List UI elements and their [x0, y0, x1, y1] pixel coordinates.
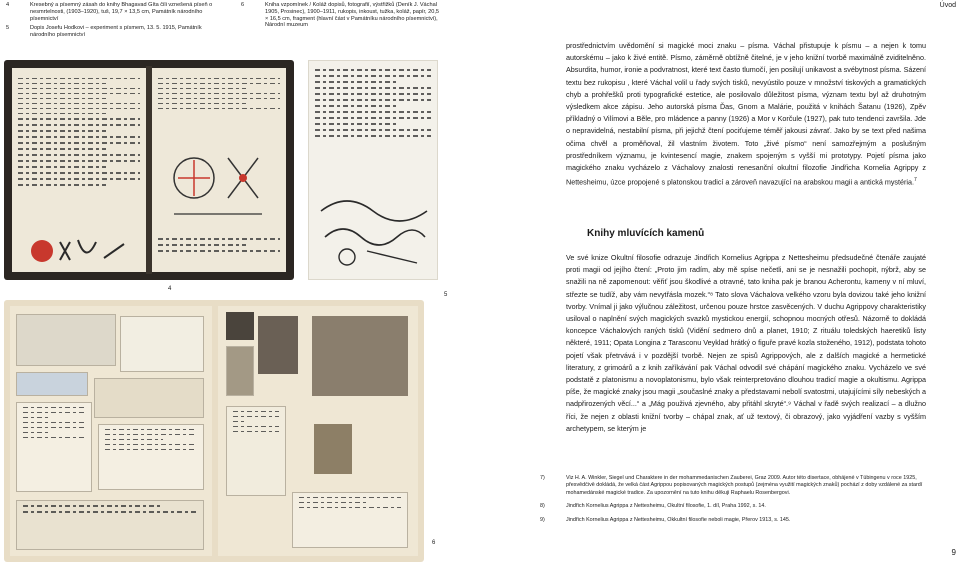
figure-4-open-book: [4, 60, 294, 280]
caption-text: Dopis Josefu Hodkovi – experiment s písmem, 13. 5. 1915, Památník národního písemnictví: [30, 25, 202, 39]
envelope: [16, 500, 204, 550]
clipping: [16, 314, 116, 366]
section-heading: Knihy mluvících kamenů: [587, 228, 705, 239]
paragraph-main: [566, 252, 926, 435]
clipping: [120, 316, 204, 372]
caption-text: Kniha vzpomínek / Koláž dopisů, fotografií, výstřižků (Deník J. Váchal 1905, Prosinec), 1900–1911, rukopis, inkoust, tužka, koláž, papír, 20,5 × 16,5 cm, fragment (hlavní část v Památníku národního písemnictví), Národní muzeum: [265, 2, 440, 29]
book-left-page: [12, 68, 146, 272]
footnotes: [540, 475, 940, 530]
scribble-drawing: [317, 191, 431, 271]
handwriting-block: [12, 74, 146, 190]
footnote: [540, 503, 940, 510]
handwritten-letter: [16, 402, 92, 492]
collage-left-page: [10, 306, 212, 556]
red-glyph-drawing: [26, 236, 136, 266]
clipping: [16, 372, 88, 396]
figure-number-4: 4: [168, 286, 172, 292]
handwritten-letter: [98, 424, 204, 490]
handwritten-note: [226, 406, 286, 496]
footnote: [540, 517, 940, 524]
paragraph-text: Ve své knize Okultní filosofie odrazuje Jindřich Kornelius Agrippa z Nettesheimu předsudečné čtenáře zaujaté proti magii od jejího čtení: „Proto jim radím, aby mě spíse nečetli, ani se je nesnažili pochopit, nýbrž, aby se snažili na ně zapomenout: věřiť jsou škodlivé a otravné, tato kniha pak je branou Acherontu, kameny v ní mluví, střezte se tudíž, aby vám nevytřásla mozek.“⁸ Tato slova Váchalova velkého vzoru byla dovizou také jeho knižní tvorby. Vnímal ji jako výlučnou záležitost, určenou pouze hrstce zasvěcených. V duchu Agrippovy charakteristiky usiloval o naplnění svých magických svazků mystickou energií, schopnou mocných otřesů. Názorně to dokládá koncepce Váchalových raných tisků (Vidění sedmero dnů a planet, 1910; Z rituálu toledských haeretiků listy některé, 1911; Opata Longina z Tarasconu Veyklad hrátký o figuře pravé kozla stoženého, 1912), podstata tohoto pojetí však přetrvává i v pozdější tvorbě. Nejen ze spisů Agrippových, ale z dalších magické a hermetické literatury, z grimoárů a z knih zaříkávání pak Váchal odvodil své chápání magického znaku. Vycházelo ve své podstatě z platonismu a novoplatonismu, bylo však reinterpretováno dlouhou tradicí magie a okultismu. Agrippa píše, že magické znaky jsou magii „současlné znaky a představami nebolí svatostmi, utajujícími síly nebeských a nadpřirozených věcí...“ a „Mág použivá zjevného, aby přitáhl skryté“.⁹ Váchal v řadě svých realizací – a dlužno říci, že nejen z oblasti knižní tvorby – chápal znak, ať už textový, či obrazový, jako vyjádření vazby s vyšším archetypem, se kterým je: [566, 253, 926, 433]
photograph: [226, 312, 254, 340]
section-title: Úvod: [939, 2, 956, 9]
paragraph-text: prostřednictvím uvědomění si magické moci znaku – písma. Váchal přistupuje k písmu – a nejen k tomu autorskému – jako k živé entitě. Písmo, záměrně obtížně čitelné, je v jeho knižní tvorbě maximálně zviditelněno. Absurdita, humor, ironie a podvratnost, které text často tlumočí, jen posilují unikavost a svébytnost písma. Sázení textu bez rukopisu , které Váchal volil u řady svých tisků, nevyústilo pouze v množství tiskových a gramatických chyb a prohřešků proti typografické estetice, ale posilovalo důležitost písma, význam textu byl až druhotným výsledkem akce zápisu. Jeho autorská písma Ďas, Gnom a Malárie, použitá v knihách Šatanu (1926), Zpěv příkladný o Vilímovi a Běle, pro mládence a panny (1926) a Mor v Korčule (1927), pak tuto tendenci završila. Jde o nepravidelná, nestabilní písma, při jejichž čtení pociťujeme téměř jakousi závrať. Jako by se text před našima očima chvěl a proměňoval, žil vlastním životem. Toto „živé písmo“ není samozřejmým a poslušným prostředníkem významu, je kvintesencí magie, znakem spojeným s vyšší mi prototypy. Pojetí písma jako magického znaku vycházelo z Váchalovy znalosti renesanční okultní filozofie Jindřicha Kornelia Agrippy z Nettesheimu, úzce propojené s platonskou tradicí a zároveň navazující na arabskou magii a antická mystéria.: [566, 41, 926, 187]
caption-6: [241, 2, 441, 29]
book-right-page: [152, 68, 286, 272]
figure-number-5: 5: [444, 292, 448, 298]
portrait-photograph: [314, 424, 352, 474]
photograph: [226, 346, 254, 396]
portrait-photograph: [258, 316, 298, 374]
group-photograph: [312, 316, 408, 396]
page-number: 9: [951, 548, 956, 557]
seal-drawing: [168, 148, 268, 228]
footnote: [540, 475, 940, 497]
footnote-number: 8): [540, 503, 545, 510]
caption-number: 4: [6, 2, 10, 8]
footnote-number: 9): [540, 516, 545, 523]
caption-text: Kresebný a písemný zásah do knihy Bhagavad Gíta čili vznešená píseň o nesmrtelnosti, (1903–1920), tuš, 19,7 × 13,5 cm, Památník národního písemnictví: [30, 2, 213, 22]
figure-number-6: 6: [432, 540, 436, 546]
footnote-text: Viz H. A. Winkler, Siegel und Charaktere in der mohammedanischen Zauberei, Graz 2009. Autor této disertace, obhájené v Tübingenu v roce 1925, přesvědčivě dokládá, že velká část Agrippou popisovaných magických postupů (zejména využití magických znaků) pochází z doby vzdálené za stardí mohamedánské magické tradice. Za upozornění na tuto knihu děkuji Raphaelu Rosenbergovi.: [566, 475, 923, 496]
footnote-number: 7): [540, 475, 545, 481]
handwriting-block: [152, 234, 286, 256]
caption-4: [6, 2, 216, 22]
footnote-ref: 7: [913, 177, 917, 184]
figure-6-collage-book: [4, 300, 424, 562]
caption-number: 6: [241, 2, 245, 8]
clipping: [94, 378, 204, 418]
collage-right-page: [218, 306, 418, 556]
captions-left: [6, 2, 216, 42]
footnote-text: Jindřich Kornelius Agrippa z Nettesheimu, Okultní filosofie, 1. díl, Praha 1992, s. 14.: [566, 503, 766, 510]
caption-number: 5: [6, 25, 10, 32]
handwritten-note: [292, 492, 408, 548]
figure-5-manuscript-letter: [308, 60, 438, 280]
captions-middle: [241, 2, 441, 32]
handwriting-block: [152, 74, 286, 113]
footnote-text: Jindřich Kornelius Agrippa z Nettesheimu, Okkultní filosofie neboli magie, Přerov 1913, s. 145.: [566, 516, 791, 523]
handwriting-block: [309, 65, 437, 141]
caption-5: [6, 25, 216, 39]
paragraph-intro: [566, 40, 926, 189]
